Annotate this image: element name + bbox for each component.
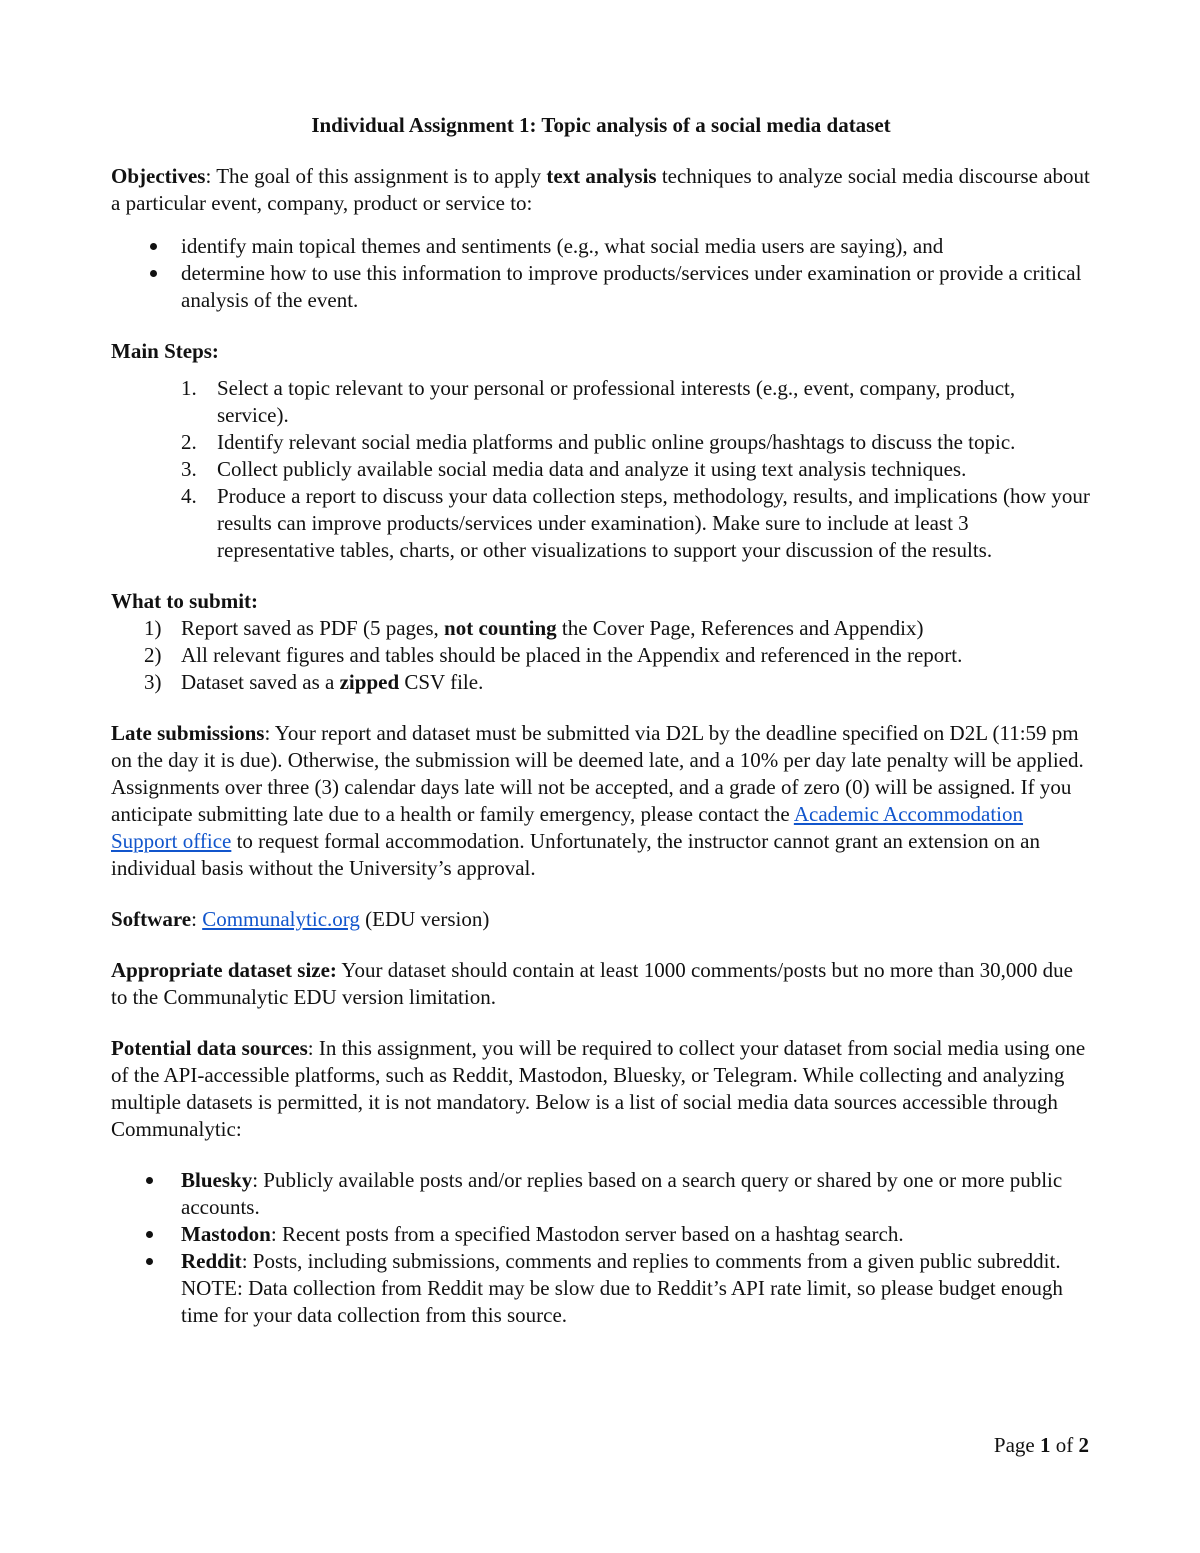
- source-desc: : Publicly available posts and/or replies based on a search query or shared by one or more public accounts.: [181, 1168, 1063, 1219]
- data-sources-paragraph: [111, 1035, 1091, 1143]
- submit-text: Report saved as PDF (5 pages,: [181, 616, 445, 640]
- objectives-paragraph: [111, 163, 1091, 217]
- submit-text: Dataset saved as a: [181, 670, 340, 694]
- total-pages: 2: [1078, 1433, 1089, 1457]
- page-number: [994, 1432, 1089, 1459]
- submit-text: CSV file.: [399, 670, 484, 694]
- what-to-submit-section: [111, 588, 1091, 696]
- main-steps-list: [111, 375, 1091, 564]
- main-steps-label: Main Steps:: [111, 339, 219, 363]
- list-item: [181, 483, 1091, 564]
- late-submissions-text-before: : Your report and dataset must be submitted via D2L by the deadline specified on D2L (11:59 pm on the day it is due). Otherwise, the submission will be deemed late, and a 10% per day late penalty will be applied. Assignments over three (3) calendar days late will not be accepted, and a grade of zero (0) will be assigned. If you anticipate submitting late due to a health or family emergency, please contact the: [111, 721, 1084, 826]
- submit-bold: zipped: [339, 670, 400, 694]
- objectives-section: [111, 163, 1091, 314]
- step-number: 2.: [181, 430, 197, 454]
- dataset-size-label: Appropriate dataset size:: [111, 958, 337, 982]
- source-name: Reddit: [181, 1249, 242, 1273]
- objectives-text-before: : The goal of this assignment is to apply: [205, 164, 547, 188]
- submit-text: the Cover Page, References and Appendix): [556, 616, 924, 640]
- list-item: [181, 375, 1091, 429]
- step-text: Select a topic relevant to your personal or professional interests (e.g., event, company, product, service).: [217, 376, 1016, 427]
- current-page: 1: [1040, 1433, 1051, 1457]
- software-sep: :: [191, 907, 203, 931]
- late-submissions-section: [111, 720, 1091, 882]
- objectives-label: Objectives: [111, 164, 206, 188]
- data-sources-section: [111, 1035, 1091, 1329]
- accommodation-office-link[interactable]: Academic Accommodation Support office: [111, 802, 1024, 853]
- late-submissions-text-after: to request formal accommodation. Unfortunately, the instructor cannot grant an extension on an individual basis without the University’s approval.: [111, 829, 1040, 880]
- list-item: [144, 669, 1091, 696]
- dataset-size-text: Your dataset should contain at least 1000 comments/posts but no more than 30,000 due to the Communalytic EDU version limitation.: [111, 958, 1073, 1009]
- software-paragraph: [111, 906, 1091, 933]
- list-item: [181, 429, 1091, 456]
- step-text: Identify relevant social media platforms and public online groups/hashtags to discuss the topic.: [217, 430, 1016, 454]
- step-number: 1.: [181, 376, 197, 400]
- list-item: [144, 642, 1091, 669]
- source-desc: : Posts, including submissions, comments and replies to comments from a given public subreddit. NOTE: Data collection from Reddit may be slow due to Reddit’s API rate limit, so please budget enough time for your data collection from this source.: [181, 1249, 1063, 1327]
- objectives-bold-term: text analysis: [546, 164, 657, 188]
- submit-number: 3): [144, 670, 162, 694]
- objectives-text-after: techniques to analyze social media discourse about a particular event, company, product or service to:: [111, 164, 1090, 215]
- software-text-after: (EDU version): [359, 907, 490, 931]
- data-sources-list: [111, 1167, 1091, 1329]
- main-steps-section: [111, 338, 1091, 564]
- step-number: 3.: [181, 457, 197, 481]
- document-page: [111, 112, 1091, 1329]
- page-label: Page: [993, 1433, 1040, 1457]
- source-name: Bluesky: [181, 1168, 253, 1192]
- software-section: [111, 906, 1091, 933]
- source-desc: : Recent posts from a specified Mastodon server based on a hashtag search.: [270, 1222, 904, 1246]
- step-text: Collect publicly available social media data and analyze it using text analysis techniques.: [217, 457, 967, 481]
- software-label: Software: [111, 907, 192, 931]
- list-item: [144, 615, 1091, 642]
- list-item: [181, 1221, 1091, 1248]
- submit-bold: not counting: [444, 616, 557, 640]
- data-sources-label: Potential data sources: [111, 1036, 308, 1060]
- step-number: 4.: [181, 484, 197, 508]
- list-item: [181, 1248, 1091, 1329]
- submit-number: 2): [144, 643, 162, 667]
- submit-number: 1): [144, 616, 162, 640]
- document-title: Individual Assignment 1: Topic analysis of a social media dataset: [311, 113, 891, 137]
- list-item: determine how to use this information to improve products/services under examination or provide a critical analysis of the event.: [181, 260, 1091, 314]
- list-item: identify main topical themes and sentiments (e.g., what social media users are saying), and: [181, 233, 1091, 260]
- late-submissions-paragraph: [111, 720, 1091, 882]
- of-label: of: [1050, 1433, 1079, 1457]
- step-text: Produce a report to discuss your data collection steps, methodology, results, and implications (how your results can improve products/services under examination). Make sure to include at least 3 representative tables, charts, or other visualizations to support your discussion of the results.: [217, 484, 1090, 562]
- submit-text: All relevant figures and tables should be placed in the Appendix and referenced in the report.: [181, 643, 963, 667]
- dataset-size-section: [111, 957, 1091, 1011]
- what-to-submit-label: What to submit:: [111, 589, 259, 613]
- source-name: Mastodon: [181, 1222, 271, 1246]
- objectives-list: [111, 233, 1091, 314]
- list-item: [181, 1167, 1091, 1221]
- list-item: [181, 456, 1091, 483]
- data-sources-text: : In this assignment, you will be required to collect your dataset from social media using one of the API-accessible platforms, such as Reddit, Mastodon, Bluesky, or Telegram. While collecting and analyzing multiple datasets is permitted, it is not mandatory. Below is a list of social media data sources accessible through Communalytic:: [111, 1036, 1086, 1141]
- submit-list: [111, 615, 1091, 696]
- communalytic-link[interactable]: Communalytic.org: [202, 907, 360, 931]
- dataset-size-paragraph: [111, 957, 1091, 1011]
- late-submissions-label: Late submissions: [111, 721, 265, 745]
